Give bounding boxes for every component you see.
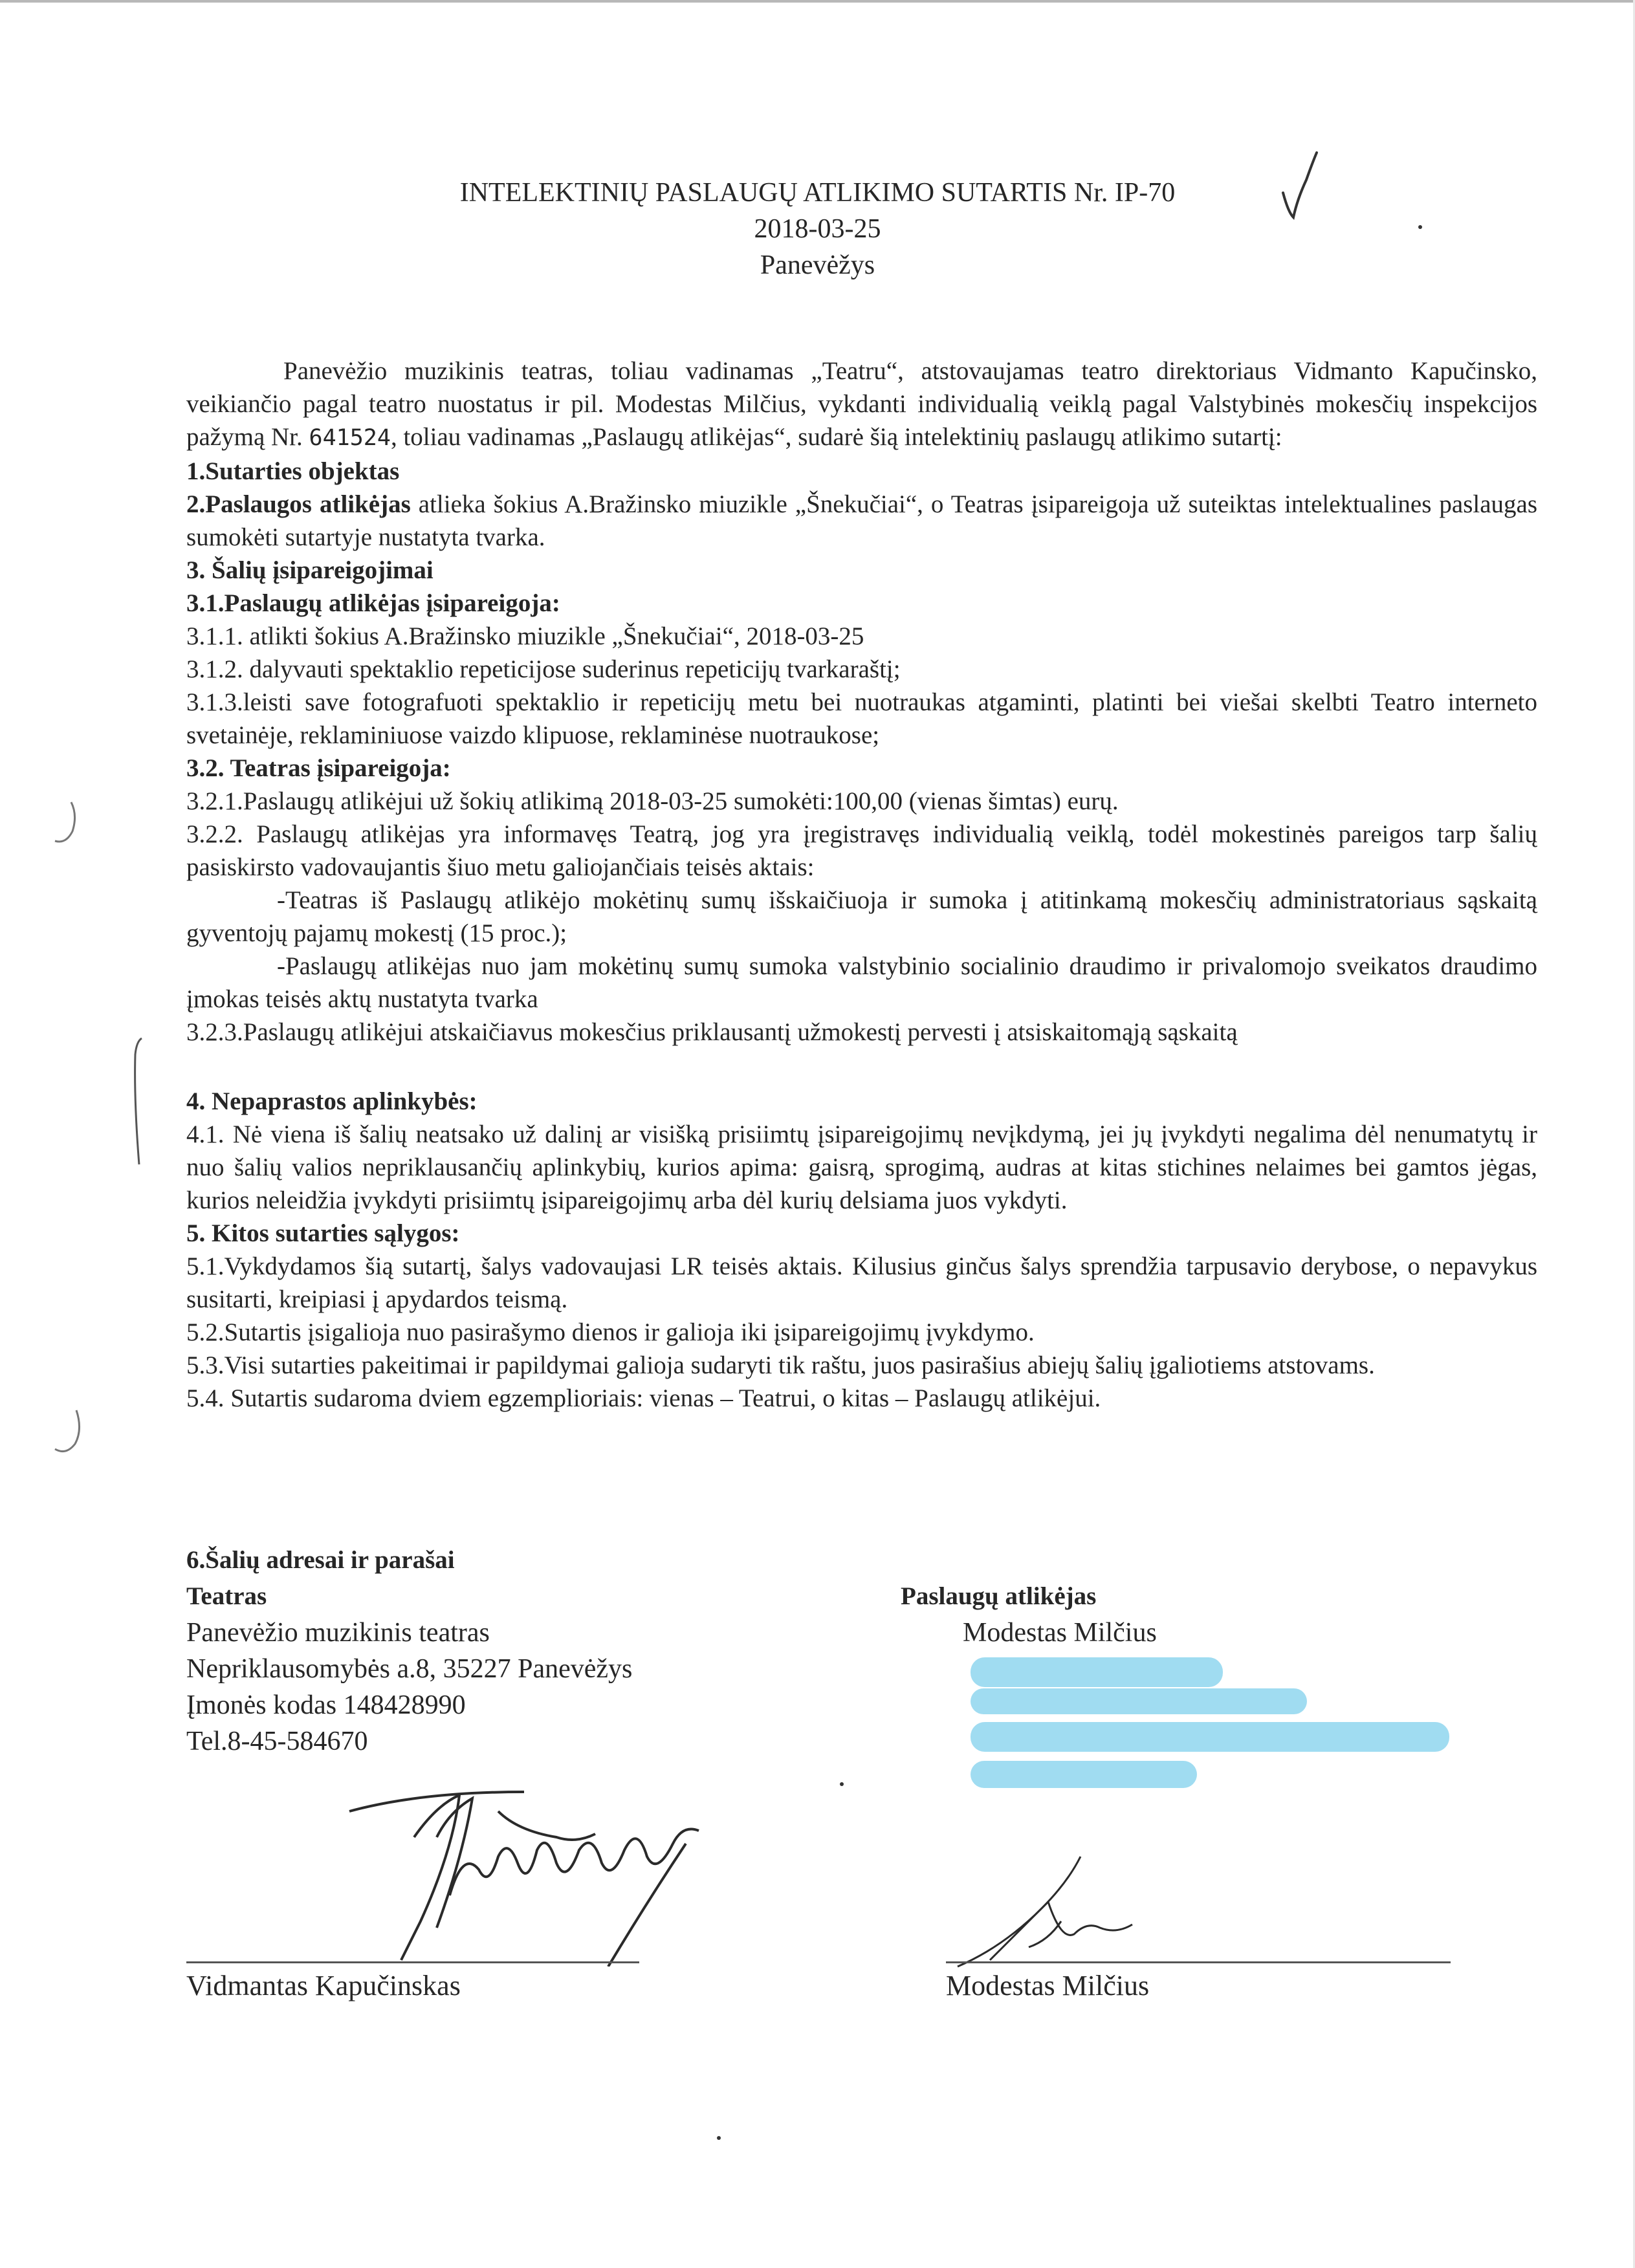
redaction-mark <box>971 1722 1449 1752</box>
director-signature-line <box>186 1961 639 1963</box>
director-name: Vidmantas Kapučinskas <box>186 1970 461 2001</box>
document-date: 2018-03-25 <box>754 214 881 244</box>
section-2-text: atlieka šokius A.Bražinsko miuzikle „Šnekučiai“, o Teatras įsipareigoja už suteiktas intelektualines paslaugas sumokėti sutartyje nustatyta tvarka. <box>186 490 1538 551</box>
scan-top-edge <box>0 0 1635 3</box>
section-4-heading: 4. Nepaprastos aplinkybės: <box>186 1087 477 1115</box>
section-1-heading: 1.Sutarties objektas <box>186 457 400 485</box>
redaction-mark <box>971 1657 1223 1687</box>
clause-3-2-3: 3.2.3.Paslaugų atlikėjui atskaičiavus mokesčius priklausantį užmokestį pervesti į atsiskaitomąją sąskaitą <box>186 1018 1238 1046</box>
section-5-heading: 5. Kitos sutarties sąlygos: <box>186 1219 460 1247</box>
clause-4-1: 4.1. Nė viena iš šalių neatsako už dalinį ar visišką prisiimtų įsipareigojimų nevįkdymą, jei jų įvykdyti negalima dėl nenumatytų ir nuo šalių valios nepriklausančių aplinkybių, kurios apima: gaisrą, sprogimą, audras at kitas stichines nelaimes bei gamtos jėgas, kurios neleidžia įvykdyti prisiimtų įsipareigojimų arba dėl kurių delsiama juos vykdyti. <box>186 1120 1537 1214</box>
punch-hole-icon <box>52 1404 84 1462</box>
intro-part2: , toliau vadinamas „Paslaugų atlikėjas“, sudarė šią intelektinių paslaugų atlikimo sutartį: <box>390 423 1282 451</box>
section-3-heading: 3. Šalių įsipareigojimai <box>186 556 433 584</box>
redaction-mark <box>971 1761 1197 1788</box>
clause-3-1-3: 3.1.3.leisti save fotografuoti spektaklio ir repeticijų metu bei nuotraukas atgaminti, platinti bei viešai skelbti Teatro interneto svetainėje, reklaminiuose vaizdo klipuose, reklaminėse nuotraukose; <box>186 688 1537 749</box>
theatre-code: Įmonės kodas 148428990 <box>186 1690 466 1720</box>
scan-dot <box>840 1782 844 1786</box>
contract-body <box>186 354 1537 1415</box>
clause-3-2-1: 3.2.1.Paslaugų atlikėjui už šokių atlikimą 2018-03-25 sumokėti:100,00 (vienas šimtas) eurų. <box>186 787 1119 815</box>
performer-signature-line <box>946 1961 1451 1963</box>
theatre-details <box>186 1542 632 1760</box>
performer-name: Modestas Milčius <box>963 1618 1157 1648</box>
punch-hole-icon <box>52 796 78 854</box>
scan-dot <box>717 2136 721 2140</box>
section-2 <box>186 488 1537 554</box>
clause-3-1-1: 3.1.1. atlikti šokius A.Bražinsko miuzikle „Šnekučiai“, 2018-03-25 <box>186 622 864 650</box>
margin-mark-icon <box>133 1035 146 1171</box>
theatre-label: Teatras <box>186 1582 267 1610</box>
clause-5-2: 5.2.Sutartis įsigalioja nuo pasirašymo dienos ir galioja iki įsipareigojimų įvykdymo. <box>186 1318 1035 1346</box>
performer-signature-icon <box>951 1850 1145 1979</box>
section-3-1-heading: 3.1.Paslaugų atlikėjas įsipareigoja: <box>186 589 560 617</box>
certificate-number: 641524 <box>309 425 391 451</box>
blank-line <box>186 1049 1537 1085</box>
performer-signatory-name: Modestas Milčius <box>946 1970 1150 2001</box>
clause-5-4: 5.4. Sutartis sudaroma dviem egzemplioriais: vienas – Teatrui, o kitas – Paslaugų atlikėjui. <box>186 1384 1101 1412</box>
section-3-2-heading: 3.2. Teatras įsipareigoja: <box>186 754 451 782</box>
intro-paragraph <box>186 354 1537 455</box>
intro-part1: Panevėžio muzikinis teatras, toliau vadinamas „Teatru“, atstovaujamas teatro direktoriaus Vidmanto Kapučinsko, veikiančio pagal teatro nuostatus ir pil. Modestas Milčius, vykdanti individualią veiklą pagal Valstybinės mokesčių inspekcijos pažymą Nr. <box>186 357 1537 451</box>
scan-dot <box>1418 225 1422 229</box>
clause-3-2-2-a: -Teatras iš Paslaugų atlikėjo mokėtinų sumų išskaičiuoja ir sumoka į atitinkamą mokesčių administratoriaus sąskaitą gyventojų pajamų mokestį (15 proc.); <box>186 886 1537 947</box>
theatre-phone: Tel.8-45-584670 <box>186 1727 368 1756</box>
clause-3-1-2: 3.1.2. dalyvauti spektaklio repeticijose suderinus repeticijų tvarkaraštį; <box>186 655 901 683</box>
clause-5-1: 5.1.Vykdydamos šią sutartį, šalys vadovaujasi LR teisės aktais. Kilusius ginčus šalys sprendžia tarpusavio derybose, o nepavykus susitarti, kreipiasi į apydardos teismą. <box>186 1252 1537 1313</box>
theatre-address: Nepriklausomybės a.8, 35227 Panevėžys <box>186 1654 633 1684</box>
check-mark-icon <box>1278 147 1323 225</box>
performer-details <box>901 1578 1157 1651</box>
clause-3-2-2: 3.2.2. Paslaugų atlikėjas yra informavęs Teatrą, jog yra įregistravęs individualią veiklą, todėl mokestinės pareigos tarp šalių pasiskirsto vadovaujantis šiuo metu galiojančiais teisės aktais: <box>186 820 1537 881</box>
performer-label: Paslaugų atlikėjas <box>901 1582 1097 1610</box>
director-signature-icon <box>324 1772 725 1967</box>
parties-heading: 6.Šalių adresai ir parašai <box>186 1546 455 1574</box>
theatre-name: Panevėžio muzikinis teatras <box>186 1618 490 1648</box>
clause-5-3: 5.3.Visi sutarties pakeitimai ir papildymai galioja sudaryti tik raštu, juos pasirašius abiejų šalių įgaliotiems atstovams. <box>186 1351 1375 1379</box>
document-city: Panevėžys <box>760 250 875 280</box>
section-2-heading: 2.Paslaugos atlikėjas <box>186 490 411 518</box>
document-title: INTELEKTINIŲ PASLAUGŲ ATLIKIMO SUTARTIS Nr. IP-70 <box>459 178 1176 208</box>
clause-3-2-2-b: -Paslaugų atlikėjas nuo jam mokėtinų sumų sumoka valstybinio socialinio draudimo ir privalomojo sveikatos draudimo įmokas teisės aktų nustatyta tvarka <box>186 952 1537 1013</box>
document-header <box>0 175 1635 283</box>
redaction-mark <box>971 1688 1307 1714</box>
